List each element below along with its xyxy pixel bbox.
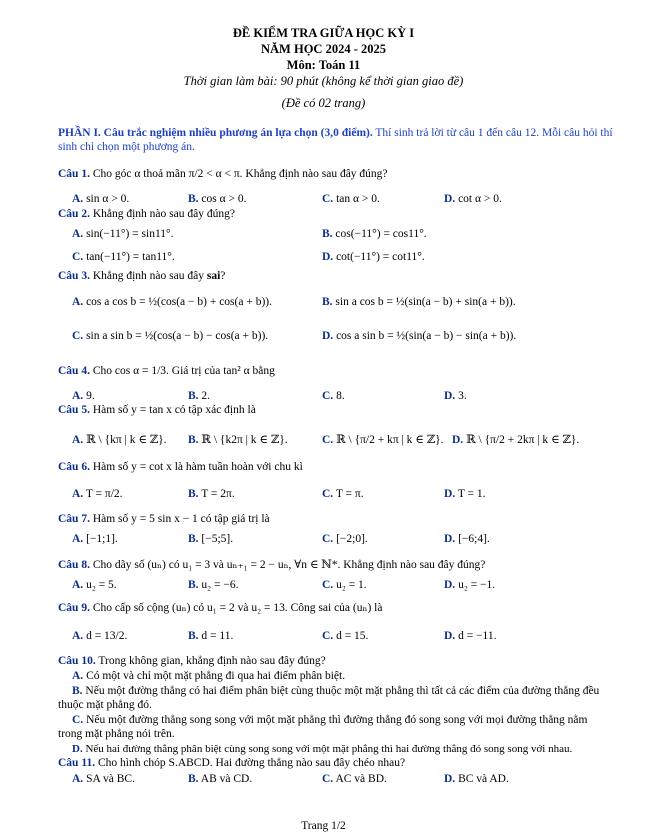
q7-option-a: A. [−1;1]. xyxy=(72,533,118,545)
q1-option-d: D. cot α > 0. xyxy=(444,193,502,205)
question-2: Câu 2. Khẳng định nào sau đây đúng? xyxy=(58,208,235,220)
q10-option-b: B. Nếu một đường thẳng có hai điểm phân biệt cùng thuộc một mặt phẳng thì tất cả các điểm của đường thẳng đều thuộc mặt phẳng đó. xyxy=(58,685,600,711)
question-11: Câu 11. Cho hình chóp S.ABCD. Hai đường thẳng nào sau đây chéo nhau? xyxy=(58,757,406,769)
section-instruction: Thí sinh trả lời từ câu 1 đến câu 12. Mỗi câu hỏi thí sinh chỉ chọn một phương án. xyxy=(58,127,613,153)
section-title: PHẦN I. Câu trắc nghiệm nhiều phương án lựa chọn (3,0 điểm). xyxy=(58,127,373,139)
q8-option-b: B. u₂ = −6. xyxy=(188,579,239,591)
question-5: Câu 5. Hàm số y = tan x có tập xác định là xyxy=(58,404,256,416)
section-heading xyxy=(58,126,613,154)
q7-option-c: C. [−2;0]. xyxy=(322,533,368,545)
question-1: Câu 1. Cho góc α thoả mãn π/2 < α < π. Khẳng định nào sau đây đúng? xyxy=(58,168,388,180)
question-3: Câu 3. Khẳng định nào sau đây sai? xyxy=(58,270,226,282)
q7-option-b: B. [−5;5]. xyxy=(188,533,234,545)
school-year: NĂM HỌC 2024 - 2025 xyxy=(261,42,386,56)
q10-option-a: A. Có một và chỉ một mặt phẳng đi qua hai điểm phân biệt. xyxy=(72,670,346,682)
q9-option-d: D. d = −11. xyxy=(444,630,497,642)
q1-option-b: B. cos α > 0. xyxy=(188,193,247,205)
time-allowed: Thời gian làm bài: 90 phút (không kể thời gian giao đề) xyxy=(183,74,464,88)
q9-option-c: C. d = 15. xyxy=(322,630,369,642)
question-8: Câu 8. Cho dãy số (uₙ) có u₁ = 3 và uₙ₊₁ = 2 − uₙ, ∀n ∈ ℕ*. Khẳng định nào sau đây đúng? xyxy=(58,559,486,571)
q10-option-c: C. Nếu một đường thẳng song song với một mặt phẳng thì đường thẳng đó song song với mọi đường thẳng nằm trong mặt phẳng nói trên. xyxy=(58,714,588,740)
q7-option-d: D. [−6;4]. xyxy=(444,533,490,545)
q4-option-b: B. 2. xyxy=(188,390,211,402)
q8-option-d: D. u₂ = −1. xyxy=(444,579,496,591)
q5-option-c: C. ℝ \ {π/2 + kπ | k ∈ ℤ}. xyxy=(322,434,444,446)
q8-option-c: C. u₂ = 1. xyxy=(322,579,367,591)
q6-option-b: B. T = 2π. xyxy=(188,488,235,500)
q5-option-b: B. ℝ \ {k2π | k ∈ ℤ}. xyxy=(188,434,288,446)
q5-option-a: A. ℝ \ {kπ | k ∈ ℤ}. xyxy=(72,434,167,446)
q2-option-d: D. cot(−11°) = cot11°. xyxy=(322,251,425,263)
q11-option-b: B. AB và CD. xyxy=(188,773,253,785)
q8-option-a: A. u₂ = 5. xyxy=(72,579,117,591)
q2-option-b: B. cos(−11°) = cos11°. xyxy=(322,228,427,240)
question-10: Câu 10. Trong không gian, khẳng định nào sau đây đúng? xyxy=(58,655,326,667)
q5-option-d: D. ℝ \ {π/2 + 2kπ | k ∈ ℤ}. xyxy=(452,434,580,446)
question-9: Câu 9. Cho cấp số cộng (uₙ) có u₁ = 2 và u₂ = 13. Công sai của (uₙ) là xyxy=(58,602,383,614)
q11-option-a: A. SA và BC. xyxy=(72,773,135,785)
q9-option-b: B. d = 11. xyxy=(188,630,234,642)
q4-option-a: A. 9. xyxy=(72,390,95,402)
question-4: Câu 4. Cho cos α = 1/3. Giá trị của tan² α bằng xyxy=(58,365,275,377)
q9-option-a: A. d = 13/2. xyxy=(72,630,128,642)
q10-option-d: D. Nếu hai đường thẳng phân biệt cùng song song với một mặt phẳng thì hai đường thẳng đó song song với nhau. xyxy=(72,743,573,755)
q4-option-c: C. 8. xyxy=(322,390,345,402)
page-count-note: (Đề có 02 trang) xyxy=(281,96,366,110)
exam-title: ĐỀ KIỂM TRA GIỮA HỌC KỲ I xyxy=(232,26,415,40)
q4-option-d: D. 3. xyxy=(444,390,467,402)
q6-option-a: A. T = π/2. xyxy=(72,488,123,500)
q11-option-d: D. BC và AD. xyxy=(444,773,509,785)
q3-option-c: C. sin a sin b = ½(cos(a − b) − cos(a + b)). xyxy=(72,330,269,342)
q11-option-c: C. AC và BD. xyxy=(322,773,387,785)
q3-option-d: D. cos a sin b = ½(sin(a − b) − sin(a + b)). xyxy=(322,330,517,342)
subject: Môn: Toán 11 xyxy=(286,58,361,72)
q1-option-c: C. tan α > 0. xyxy=(322,193,380,205)
question-6: Câu 6. Hàm số y = cot x là hàm tuần hoàn với chu kì xyxy=(58,461,303,473)
page-number: Trang 1/2 xyxy=(301,820,346,832)
q1-option-a: A. sin α > 0. xyxy=(72,193,130,205)
q6-option-c: C. T = π. xyxy=(322,488,364,500)
q3-option-a: A. cos a cos b = ½(cos(a − b) + cos(a + b)). xyxy=(72,296,272,308)
q2-option-a: A. sin(−11°) = sin11°. xyxy=(72,228,174,240)
q6-option-d: D. T = 1. xyxy=(444,488,486,500)
q2-option-c: C. tan(−11°) = tan11°. xyxy=(72,251,175,263)
q3-option-b: B. sin a cos b = ½(sin(a − b) + sin(a + b)). xyxy=(322,296,516,308)
question-7: Câu 7. Hàm số y = 5 sin x − 1 có tập giá trị là xyxy=(58,513,270,525)
